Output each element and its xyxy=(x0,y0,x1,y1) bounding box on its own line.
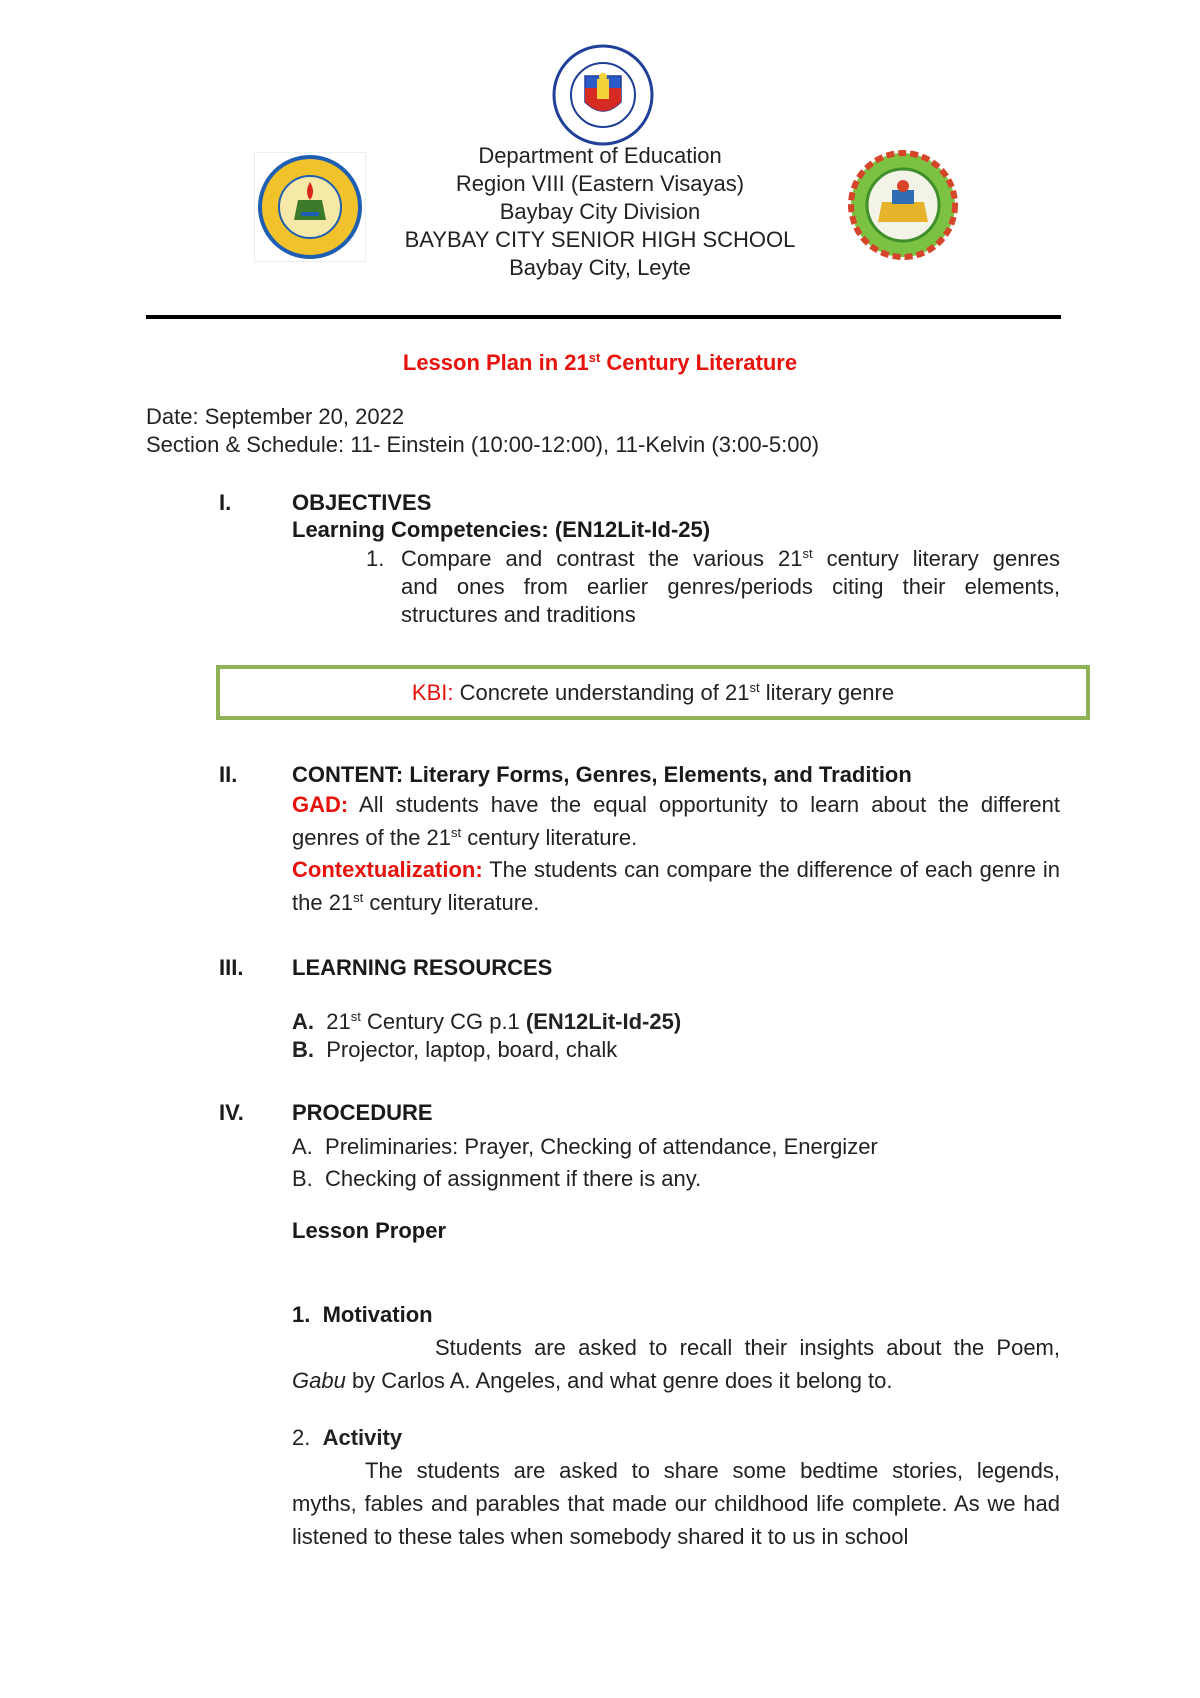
school-name: BAYBAY CITY SENIOR HIGH SCHOOL xyxy=(404,227,796,252)
kbi-label: KBI: xyxy=(411,680,454,705)
objectives-heading: OBJECTIVES xyxy=(292,490,432,515)
objective-item: Compare and contrast the various 21st century literary genres and ones from earlier genres/periods citing their elements, structures and traditions xyxy=(401,546,1060,627)
motivation-paragraph: Students are asked to recall their insights about the Poem, Gabu by Carlos A. Angeles, and what genre does it belong to. xyxy=(292,1335,1060,1393)
procedure-heading: PROCEDURE xyxy=(292,1100,433,1125)
section-schedule: Section & Schedule: 11- Einstein (10:00-12:00), 11-Kelvin (3:00-5:00) xyxy=(146,432,820,457)
letterhead xyxy=(360,142,840,282)
objective-item-number: 1. xyxy=(366,546,385,571)
department-name: Department of Education xyxy=(478,143,722,168)
deped-seal-logo xyxy=(552,44,654,146)
gad-paragraph: GAD: All students have the equal opportunity to learn about the different genres of the 21st century literature. xyxy=(292,792,1060,850)
section-number-procedure: IV. xyxy=(219,1100,244,1125)
resource-item-a: A. 21st Century CG p.1 (EN12Lit-Id-25) xyxy=(292,1009,682,1034)
activity-heading: 2. Activity xyxy=(292,1425,403,1450)
section-number-resources: III. xyxy=(219,955,244,980)
header-divider xyxy=(146,315,1061,319)
gad-label: GAD: xyxy=(292,792,349,817)
school-logo xyxy=(848,150,958,260)
lesson-proper-heading: Lesson Proper xyxy=(292,1218,447,1243)
content-heading: CONTENT: Literary Forms, Genres, Elements, and Tradition xyxy=(292,762,912,787)
procedure-item-a: A. Preliminaries: Prayer, Checking of attendance, Energizer xyxy=(292,1134,878,1159)
school-address: Baybay City, Leyte xyxy=(509,255,691,280)
section-number-objectives: I. xyxy=(219,490,232,515)
contextualization-label: Contextualization: xyxy=(292,857,483,882)
division-logo xyxy=(254,152,366,262)
page-title: Lesson Plan in 21st Century Literature xyxy=(402,350,798,375)
resource-item-b: B. Projector, laptop, board, chalk xyxy=(292,1037,618,1062)
division-name: Baybay City Division xyxy=(499,199,701,224)
activity-paragraph: The students are asked to share some bedtime stories, legends, myths, fables and parables that made our childhood life complete. As we had listened to these tales when somebody shared it to us in school xyxy=(292,1458,1060,1549)
section-number-content: II. xyxy=(219,762,238,787)
contextualization-paragraph: Contextualization: The students can compare the difference of each genre in the 21st century literature. xyxy=(292,857,1060,915)
lesson-date: Date: September 20, 2022 xyxy=(146,404,405,429)
region-name: Region VIII (Eastern Visayas) xyxy=(455,171,745,196)
resources-heading: LEARNING RESOURCES xyxy=(292,955,553,980)
procedure-item-b: B. Checking of assignment if there is any. xyxy=(292,1166,702,1191)
kbi-box: KBI: Concrete understanding of 21st literary genre xyxy=(216,665,1090,720)
motivation-heading: 1. Motivation xyxy=(292,1302,433,1327)
learning-competency: Learning Competencies: (EN12Lit-Id-25) xyxy=(292,517,711,542)
